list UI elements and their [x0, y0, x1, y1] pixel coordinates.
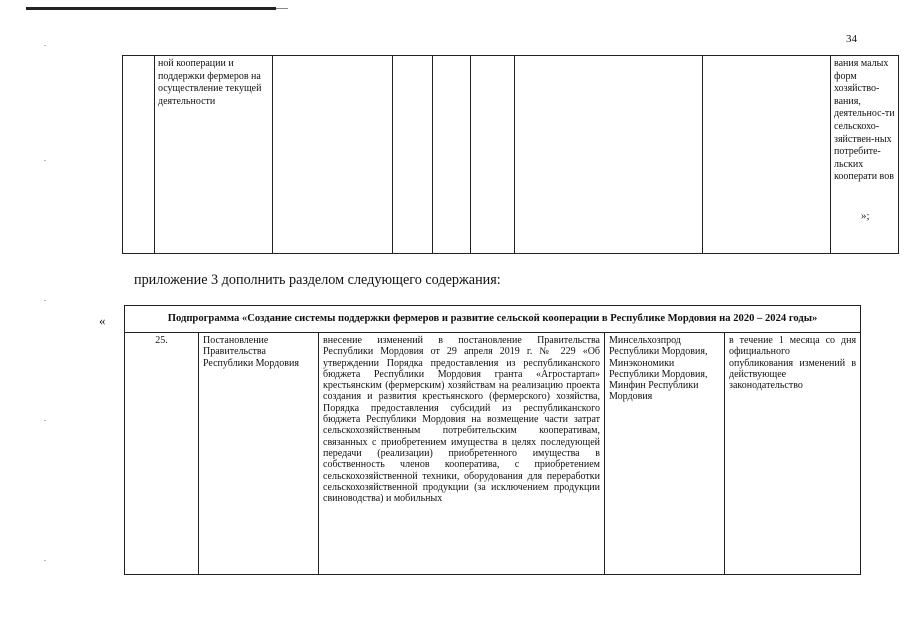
closing-quote: »;	[861, 210, 870, 222]
cell-empty	[123, 56, 155, 254]
margin-dot	[44, 45, 46, 46]
cell-empty	[393, 56, 433, 254]
top-rule	[26, 7, 276, 10]
responsible-agencies: Минсельхозпрод Республики Мордовия, Минэкономики Республики Мордовия, Минфин Республики Мордовия	[605, 333, 725, 575]
cell-empty	[471, 56, 515, 254]
cell-empty	[703, 56, 831, 254]
margin-dot	[44, 560, 46, 561]
opening-quote: «	[99, 313, 106, 328]
top-rule-tail	[276, 8, 288, 9]
margin-dot	[44, 420, 46, 421]
cell-empty	[515, 56, 703, 254]
subprogram-header: Подпрограмма «Создание системы поддержки фермеров и развитие сельской кооперации в Республике Мордовия на 2020 – 2024 годы»	[125, 306, 861, 333]
row-number: 25.	[125, 333, 199, 575]
deadline: в течение 1 месяца со дня официального опубликования изменений в действующее законодательство	[725, 333, 861, 575]
subprogram-table	[124, 305, 861, 575]
document-content: внесение изменений в постановление Правительства Республики Мордовия от 29 апреля 2019 г. № 229 «Об утверждении Порядка предоставления из республиканского бюджета Республики Мордовия гранта «Агростартап» крестьянским (фермерским) хозяйствам на реализацию проекта создания и развития крестьянского (фермерского) хозяйства, Порядка предоставления субсидий из республиканского бюджета Республики Мордовия на возмещение части затрат сельскохозяйственным потребительским кооперативам, связанных с приобретением имущества в целях последующей передачи (реализации) приобретенного имущества в собственность членов кооператива, с приобретением сельскохозяйственной техники, оборудования для переработки сельскохозяйственной продукции (за исключением продукции свиноводства) и мобильных	[319, 333, 605, 575]
margin-dot	[44, 300, 46, 301]
document-type: Постановление Правительства Республики Мордовия	[199, 333, 319, 575]
continued-table	[122, 55, 899, 254]
page-number: 34	[846, 33, 857, 45]
intro-sentence: приложение 3 дополнить разделом следующего содержания:	[134, 272, 501, 288]
margin-dot	[44, 160, 46, 161]
cell-empty	[433, 56, 471, 254]
cell-empty	[273, 56, 393, 254]
cell-indicator: вания малых форм хозяйство-вания, деятельнос-ти сельскохо-зяйствен-ных потребите-льских кооперати вов	[831, 56, 899, 254]
cell-purpose: ной кооперации и поддержки фермеров на осуществление текущей деятельности	[155, 56, 273, 254]
